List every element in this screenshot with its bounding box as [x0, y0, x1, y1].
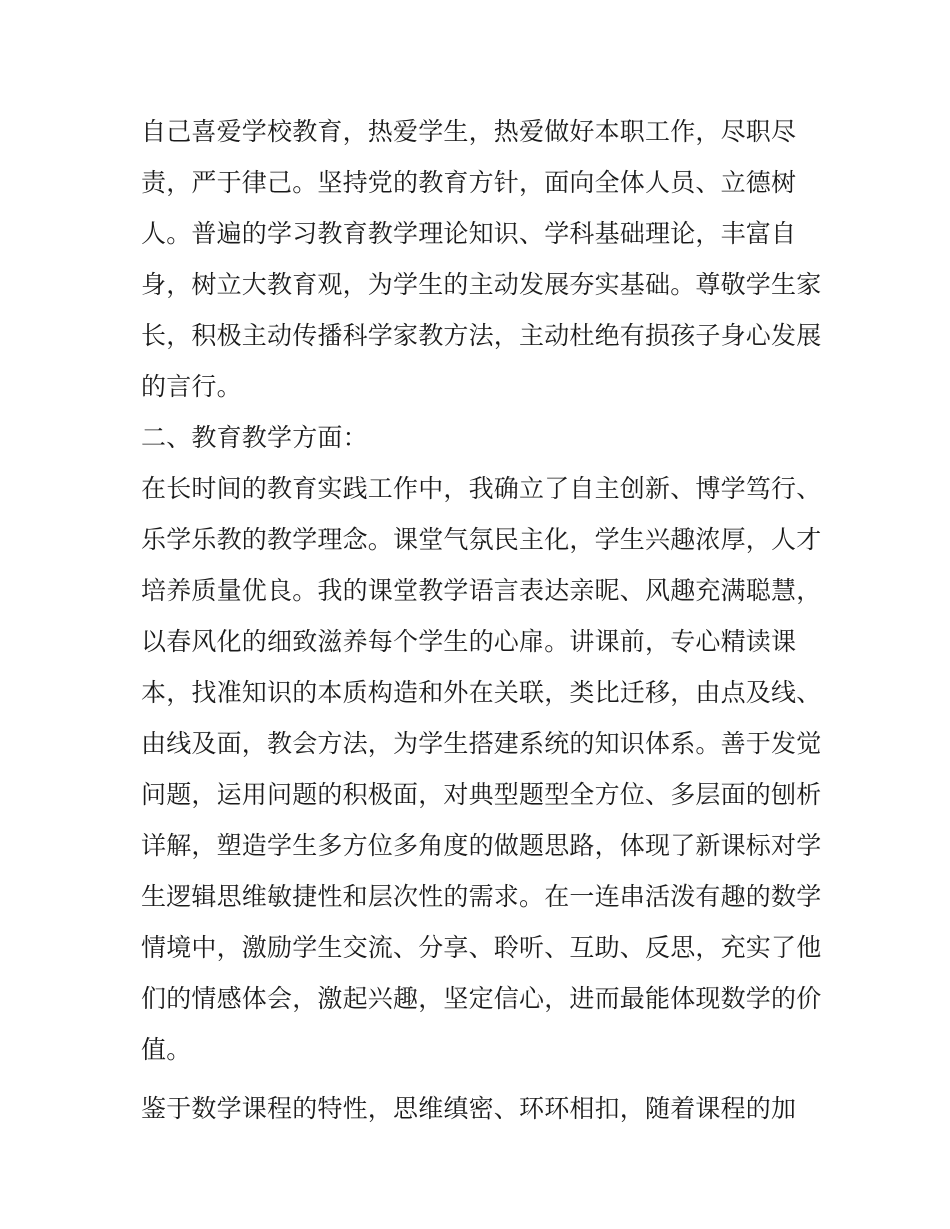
text-line: 情境中，激励学生交流、分享、聆听、互助、反思，充实了他 [141, 933, 822, 962]
text-line: 乐学乐教的教学理念。课堂气氛民主化，学生兴趣浓厚，人才 [141, 525, 822, 554]
section-heading: 二、教育教学方面： [141, 423, 368, 452]
text-line: 值。 [141, 1035, 192, 1064]
text-line: 培养质量优良。我的课堂教学语言表达亲昵、风趣充满聪慧， [141, 576, 822, 605]
text-line: 详解，塑造学生多方位多角度的做题思路，体现了新课标对学 [141, 831, 822, 860]
paragraph-spacer [141, 1075, 821, 1083]
text-line: 本，找准知识的本质构造和外在关联，类比迁移，由点及线、 [141, 678, 822, 707]
text-line: 们的情感体会，激起兴趣，坚定信心，进而最能体现数学的价 [141, 984, 822, 1013]
text-line: 自己喜爱学校教育，热爱学生，热爱做好本职工作，尽职尽 [141, 117, 797, 146]
text-line: 生逻辑思维敏捷性和层次性的需求。在一连串活泼有趣的数学 [141, 882, 822, 911]
text-line: 以春风化的细致滋养每个学生的心扉。讲课前，专心精读课 [141, 627, 797, 656]
paragraph-2 [141, 463, 821, 1075]
text-line: 人。普遍的学习教育教学理论知识、学科基础理论，丰富自 [141, 219, 797, 248]
document-body [141, 106, 821, 1134]
text-line: 长，积极主动传播科学家教方法，主动杜绝有损孩子身心发展 [141, 321, 822, 350]
text-line: 责，严于律己。坚持党的教育方针，面向全体人员、立德树 [141, 168, 797, 197]
text-line: 的言行。 [141, 372, 242, 401]
text-line: 鉴于数学课程的特性，思维缜密、环环相扣，随着课程的加 [141, 1094, 797, 1123]
text-line: 由线及面，教会方法，为学生搭建系统的知识体系。善于发觉 [141, 729, 822, 758]
paragraph-1 [141, 106, 821, 412]
paragraph-3 [141, 1083, 821, 1134]
text-line: 在长时间的教育实践工作中，我确立了自主创新、博学笃行、 [141, 474, 822, 503]
text-line: 问题，运用问题的积极面，对典型题型全方位、多层面的刨析 [141, 780, 822, 809]
text-line: 身，树立大教育观，为学生的主动发展夯实基础。尊敬学生家 [141, 270, 822, 299]
